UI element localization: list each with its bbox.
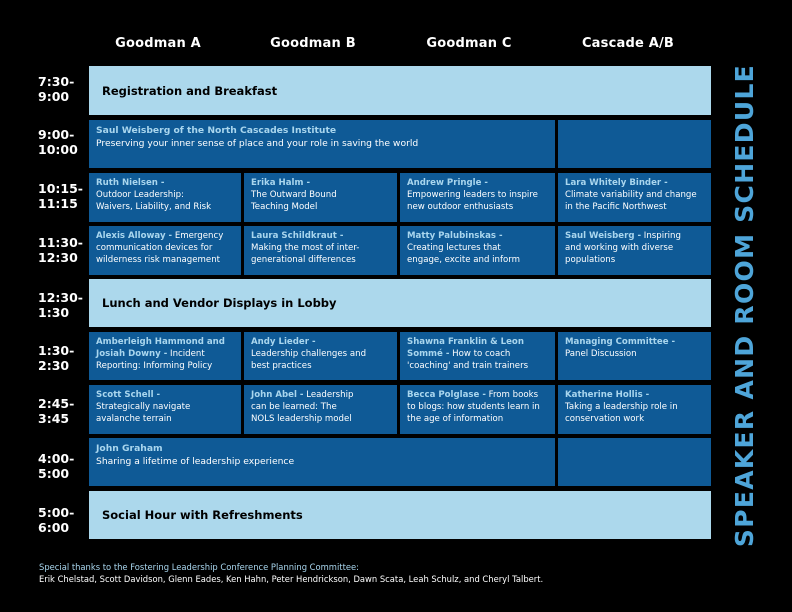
time-label: 2:45- 3:45 (38, 396, 75, 426)
session-cell (244, 226, 397, 275)
session-title: Taking a leadership role in conservation work (565, 402, 678, 424)
session-cell (89, 385, 241, 434)
thanks-names: Erik Chelstad, Scott Davidson, Glenn Eades, Ken Hahn, Peter Hendrickson, Dawn Scata, Leah Schulz, and Cheryl Talbert. (39, 574, 544, 584)
speaker-name: Erika Halm - (251, 178, 311, 188)
social-label: Social Hour with Refreshments (102, 508, 303, 522)
time-label: 7:30- 9:00 (38, 74, 75, 104)
session-title: Incident Reporting: Informing Policy (96, 349, 213, 371)
page-title: SPEAKER AND ROOM SCHEDULE (730, 63, 760, 547)
session-title: Leadership challenges and best practices (251, 349, 367, 371)
session-cell (400, 173, 555, 222)
time-label: 5:00- 6:00 (38, 505, 75, 535)
speaker-name: Scott Schell - (96, 390, 161, 400)
session-keynote (89, 120, 555, 168)
acknowledgements (39, 561, 739, 585)
speaker-name: Saul Weisberg - (565, 231, 642, 241)
session-empty (558, 120, 711, 168)
session-cell (558, 173, 711, 222)
session-cell (89, 332, 241, 380)
session-cell (244, 385, 397, 434)
session-title: Making the most of inter- generational differences (251, 243, 360, 265)
session-empty (558, 438, 711, 486)
session-cell (244, 173, 397, 222)
session-title: Preserving your inner sense of place and your role in saving the world (96, 138, 419, 149)
session-title: Panel Discussion (565, 349, 637, 359)
speaker-name: John Abel - (251, 390, 304, 400)
speaker-name: Matty Palubinskas - (407, 231, 503, 241)
speaker-name: Ruth Nielsen - (96, 178, 165, 188)
session-cell (400, 385, 555, 434)
speaker-name: Becca Polglase - (407, 390, 486, 400)
time-label: 1:30- 2:30 (38, 343, 75, 373)
session-cell (244, 332, 397, 380)
column-header-goodman-a: Goodman A (115, 36, 201, 51)
column-header-goodman-c: Goodman C (426, 36, 512, 51)
session-title: Strategically navigate avalanche terrain (96, 402, 191, 424)
time-label: 11:30- 12:30 (38, 235, 83, 265)
session-cell (400, 226, 555, 275)
time-label: 9:00- 10:00 (38, 127, 78, 157)
speaker-name: Lara Whitely Binder - (565, 178, 668, 188)
session-title: Sharing a lifetime of leadership experience (96, 456, 295, 467)
session-title: Empowering leaders to inspire new outdoor enthusiasts (407, 190, 538, 212)
speaker-name: Andrew Pringle - (407, 178, 489, 188)
session-title: Creating lectures that engage, excite and inform (407, 243, 521, 265)
session-closing (89, 438, 555, 486)
speaker-name: Amberleigh Hammond and Josiah Downy - (96, 337, 225, 359)
lunch-band (89, 279, 711, 327)
session-title: The Outward Bound Teaching Model (251, 190, 337, 212)
session-cell (89, 173, 241, 222)
session-cell (558, 226, 711, 275)
speaker-name: Andy Lieder - (251, 337, 316, 347)
session-title: Emergency communication devices for wilderness risk management (96, 231, 224, 265)
session-title: Inspiring and working with diverse populations (565, 231, 681, 265)
session-title: Climate variability and change in the Pacific Northwest (565, 190, 697, 212)
lunch-label: Lunch and Vendor Displays in Lobby (102, 296, 337, 310)
session-cell (89, 226, 241, 275)
column-header-goodman-b: Goodman B (270, 36, 356, 51)
time-label: 4:00- 5:00 (38, 451, 75, 481)
session-cell (558, 332, 711, 380)
page-title-vertical (729, 60, 761, 550)
speaker-name: Shawna Franklin & Leon Sommé - (407, 337, 524, 359)
session-title: How to coach 'coaching' and train trainers (407, 349, 529, 371)
speaker-name: Managing Committee - (565, 337, 676, 347)
speaker-name: Alexis Alloway - (96, 231, 173, 241)
speaker-name: Katherine Hollis - (565, 390, 650, 400)
speaker-name: Saul Weisberg of the North Cascades Institute (96, 125, 337, 136)
time-label: 10:15- 11:15 (38, 181, 83, 211)
speaker-name: Laura Schildkraut - (251, 231, 344, 241)
session-cell (400, 332, 555, 380)
session-title: Leadership can be learned: The NOLS leadership model (251, 390, 354, 424)
session-cell (558, 385, 711, 434)
social-band (89, 491, 711, 539)
session-title: Outdoor Leadership: Waivers, Liability, and Risk (96, 190, 212, 212)
time-label: 12:30- 1:30 (38, 290, 83, 320)
registration-label: Registration and Breakfast (102, 83, 278, 98)
column-header-cascade-ab: Cascade A/B (581, 36, 675, 51)
thanks-heading: Special thanks to the Fostering Leadership Conference Planning Committee: (39, 562, 359, 572)
registration-band (89, 66, 711, 115)
speaker-name: John Graham (96, 443, 163, 454)
session-title: From books to blogs: how students learn in the age of information (407, 390, 540, 424)
